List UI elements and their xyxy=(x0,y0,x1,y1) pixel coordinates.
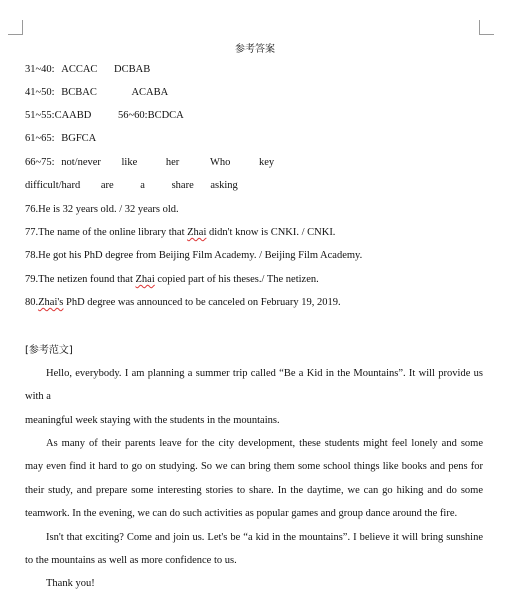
answer-value: BGFCA xyxy=(61,133,97,144)
answer-line-51-60 xyxy=(25,110,184,122)
answer-word: her xyxy=(165,157,180,168)
answer-line-words-cont xyxy=(25,180,238,192)
answer-79 xyxy=(25,274,319,286)
answer-text: 79.The netizen found that xyxy=(25,274,136,285)
essay-line: their study, and prepare some interesting stories to share. In the daytime, we can go hiking and do some xyxy=(25,485,483,496)
crop-mark-top-left xyxy=(8,20,23,35)
answer-line-61-65 xyxy=(25,133,96,145)
answer-value: BCBAC xyxy=(61,87,97,98)
answer-text: 77.The name of the online library that xyxy=(25,227,188,238)
answer-word: key xyxy=(258,157,275,168)
answer-word: share xyxy=(171,180,194,191)
answer-range-label: 61~65: xyxy=(25,133,55,144)
answer-value: ACABA xyxy=(131,87,169,98)
answer-value: 56~60:BCDCA xyxy=(117,110,184,121)
answer-text: 80. xyxy=(25,297,39,308)
answer-word: like xyxy=(121,157,138,168)
answer-range-label: 51~55:CAABD xyxy=(25,110,92,121)
essay-line: meaningful week staying with the students in the mountains. xyxy=(25,415,280,426)
page-title: 参考答案 xyxy=(235,44,275,55)
answer-text: didn't know is CNKI. / CNKI. xyxy=(206,227,336,238)
answer-77 xyxy=(25,227,335,239)
answer-76: 76.He is 32 years old. / 32 years old. xyxy=(25,204,179,215)
answer-word: difficult/hard xyxy=(25,180,81,191)
essay-line: Hello, everybody. I am planning a summer trip called “Be a Kid in the Mountains”. It will provide us xyxy=(46,368,483,379)
answer-80 xyxy=(25,297,341,309)
essay-line: to the mountains as well as more confidence to us. xyxy=(25,555,237,566)
crop-mark-top-right xyxy=(479,20,494,35)
spellcheck-word: Zhai xyxy=(187,227,207,238)
answer-text: PhD degree was announced to be canceled on February 19, 2019. xyxy=(63,297,341,308)
answer-78: 78.He got his PhD degree from Beijing Film Academy. / Beijing Film Academy. xyxy=(25,250,363,261)
spellcheck-word: Zhai xyxy=(135,274,155,285)
essay-line: Isn't that exciting? Come and join us. Let's be “a kid in the mountains”. I believe it will bring sunshine xyxy=(46,532,483,543)
essay-heading: [参考范文] xyxy=(25,345,73,356)
essay-line: may even find it hard to go on studying. So we can bring them some school things like books and pens for xyxy=(25,461,483,472)
essay-line: with a xyxy=(25,391,51,402)
answer-word: not/never xyxy=(61,157,101,168)
answer-word: Who xyxy=(209,157,231,168)
answer-word: a xyxy=(140,180,145,191)
spellcheck-word: Zhai's xyxy=(38,297,64,308)
answer-range-label: 66~75: xyxy=(25,157,55,168)
answer-line-66-75 xyxy=(25,157,274,169)
answer-word: are xyxy=(100,180,114,191)
answer-range-label: 41~50: xyxy=(25,87,55,98)
answer-line-31-40 xyxy=(25,64,150,76)
answer-line-41-50 xyxy=(25,87,168,99)
essay-line: As many of their parents leave for the city development, these students might feel lonely and some xyxy=(46,438,483,449)
answer-value: DCBAB xyxy=(114,64,151,75)
essay-line: teamwork. In the evening, we can do such activities as popular games and group dance around the fire. xyxy=(25,508,458,519)
answer-range-label: 31~40: xyxy=(25,64,55,75)
answer-value: ACCAC xyxy=(61,64,98,75)
essay-closing: Thank you! xyxy=(46,578,95,589)
answer-word: asking xyxy=(210,180,238,191)
answer-text: copied part of his theses./ The netizen. xyxy=(154,274,319,285)
